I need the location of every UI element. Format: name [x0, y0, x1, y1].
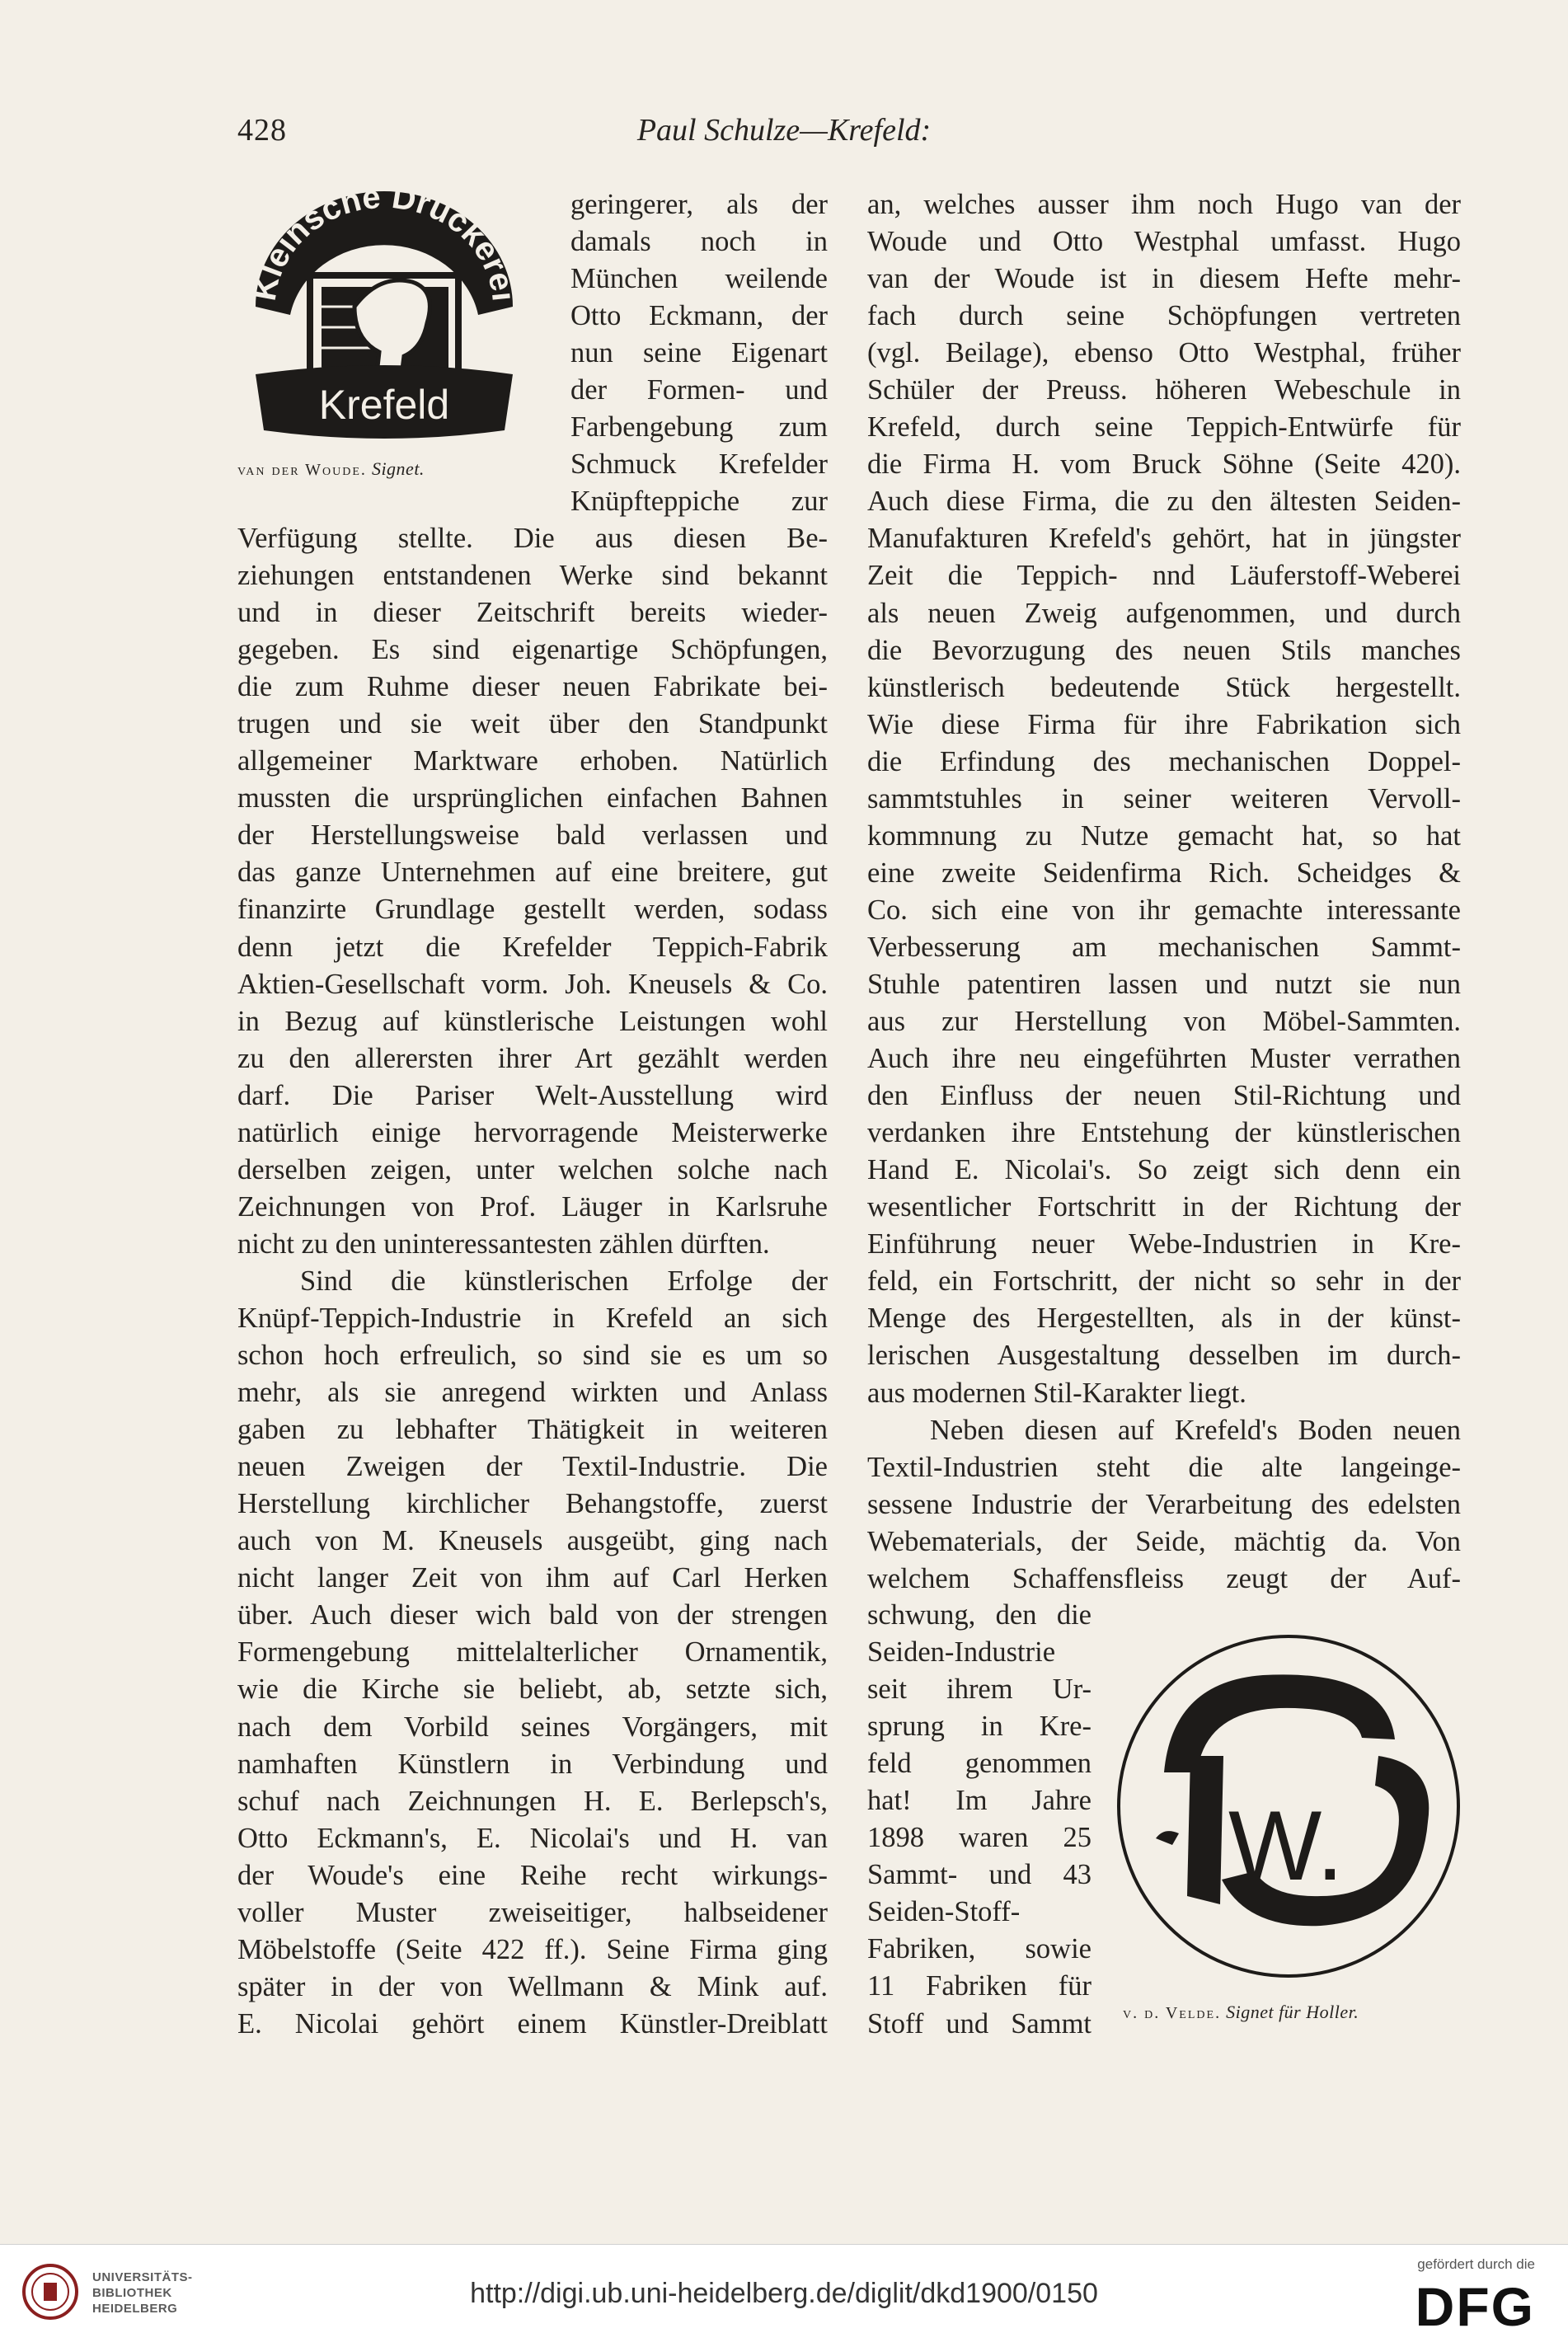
text-line: Seiden-Industrie	[867, 1636, 1056, 1669]
text-line: Stuhle patentiren lassen und nutzt sie nun	[867, 968, 1461, 1000]
text-line: nicht zu den uninteressantesten zählen dürften.	[237, 1227, 770, 1260]
text-line: als neuen Zweig aufgenommen, und durch	[867, 597, 1461, 629]
text-line: das ganze Unternehmen auf eine breitere, gut	[237, 857, 828, 889]
text-line: nach dem Vorbild seines Vorgängers, mit	[237, 1711, 828, 1743]
text-line: schuf nach Zeichnungen H. E. Berlepsch's,	[237, 1785, 828, 1817]
text-line: Manufakturen Krefeld's gehört, hat in jüngster	[867, 523, 1461, 555]
text-line: Wie diese Firma für ihre Fabrikation sich	[867, 708, 1461, 740]
page-number: 428	[237, 113, 287, 148]
text-line: Aktien-Gesellschaft vorm. Joh. Kneusels & Co.	[237, 968, 828, 1000]
text-line: Zeichnungen von Prof. Läuger in Karlsruhe	[237, 1190, 828, 1223]
text-line: namhaften Künstlern in Verbindung und	[237, 1748, 828, 1780]
text-line: Hand E. Nicolai's. So zeigt sich denn ein	[867, 1154, 1461, 1186]
text-line: die zum Ruhme dieser neuen Fabrikate bei-	[237, 671, 828, 703]
text-line: Fabriken, sowie	[867, 1933, 1091, 1965]
source-url-link[interactable]: http://digi.ub.uni-heidelberg.de/diglit/dkd1900/0150	[470, 2278, 1098, 2309]
text-line: Verfügung stellte. Die aus diesen Be-	[237, 523, 828, 554]
text-line: Schüler der Preuss. höheren Webeschule in	[867, 374, 1461, 406]
text-line: (vgl. Beilage), ebenso Otto Westphal, früher	[867, 337, 1461, 369]
text-line: Sind die künstlerischen Erfolge der	[300, 1265, 828, 1297]
institution-name: UNIVERSITÄTS- BIBLIOTHEK HEIDELBERG	[92, 2270, 193, 2316]
logo-band-text: Krefeld	[318, 382, 450, 428]
text-column-right	[867, 186, 1461, 1598]
text-line: Seiden-Stoff-	[867, 1896, 1021, 1928]
text-line: geringerer, als der	[570, 189, 828, 220]
text-line: der Herstellungsweise bald verlassen und	[237, 819, 828, 852]
kleinsche-druckerei-signet	[239, 183, 529, 455]
text-line: 11 Fabriken für	[867, 1970, 1091, 2002]
text-line: voller Muster zweiseitiger, halbseidener	[237, 1896, 828, 1928]
text-line: über. Auch dieser wich bald von der strengen	[237, 1599, 828, 1631]
text-line: fach durch seine Schöpfungen vertreten	[867, 300, 1461, 332]
caption-right-title: Signet für Holler.	[1226, 2002, 1359, 2022]
text-line: Krefeld, durch seine Teppich-Entwürfe für	[867, 411, 1461, 444]
text-line: neuen Zweigen der Textil-Industrie. Die	[237, 1451, 828, 1483]
text-line: nun seine Eigenart	[570, 337, 828, 369]
text-line: damals noch in	[570, 226, 828, 258]
text-line: sprung in Kre-	[867, 1711, 1091, 1743]
text-line: Knüpfteppiche zur	[570, 486, 828, 518]
text-line: allgemeiner Marktware erhoben. Natürlich	[237, 745, 828, 777]
text-line: derselben zeigen, unter welchen solche nach	[237, 1153, 828, 1185]
text-line: 1898 waren 25	[867, 1822, 1091, 1854]
text-line: später in der von Wellmann & Mink auf.	[237, 1970, 828, 2002]
text-line: darf. Die Pariser Welt-Ausstellung wird	[237, 1079, 828, 1111]
text-line: Woude und Otto Westphal umfasst. Hugo	[867, 226, 1461, 258]
text-line: die Bevorzugung des neuen Stils manches	[867, 634, 1461, 666]
text-line: schwung, den die	[867, 1599, 1091, 1631]
text-line: mussten die ursprünglichen einfachen Bahnen	[237, 782, 828, 814]
text-line: Herstellung kirchlicher Behangstoffe, zuerst	[237, 1488, 828, 1520]
text-line: Stoff und Sammt	[867, 2007, 1091, 2040]
text-line: Einführung neuer Webe-Industrien in Kre-	[867, 1228, 1461, 1260]
text-line: die Firma H. vom Bruck Söhne (Seite 420).	[867, 448, 1461, 481]
text-line: und in dieser Zeitschrift bereits wieder-	[237, 597, 828, 629]
text-line: sammtstuhles in seiner weiteren Vervoll-	[867, 782, 1461, 814]
running-head: Paul Schulze—Krefeld:	[636, 113, 932, 148]
text-line: Textil-Industrien steht die alte langeinge-	[867, 1451, 1461, 1483]
text-line: sessene Industrie der Verarbeitung des edelsten	[867, 1488, 1461, 1520]
text-line: den Einfluss der neuen Stil-Richtung und	[867, 1080, 1461, 1112]
logo-top-text: Kleinsche Druckerei	[246, 183, 522, 303]
text-line: feld, ein Fortschritt, der nicht so sehr in der	[867, 1265, 1461, 1298]
text-line: Auch diese Firma, die zu den ältesten Seiden-	[867, 486, 1461, 518]
text-line: Otto Eckmann, der	[570, 300, 828, 332]
text-column-left-narrow	[570, 186, 828, 520]
text-line: nicht langer Zeit von ihm auf Carl Herken	[237, 1562, 828, 1594]
text-line: ziehungen entstandenen Werke sind bekannt	[237, 560, 828, 592]
figure-caption-right	[1123, 2002, 1359, 2023]
text-line: wesentlicher Fortschritt in der Richtung der	[867, 1191, 1461, 1223]
text-column-left	[237, 520, 828, 2043]
text-line: künstlerisch bedeutende Stück hergestellt.	[867, 671, 1461, 703]
text-line: in Bezug auf künstlerische Leistungen wohl	[237, 1005, 828, 1037]
text-line: schon hoch erfreulich, so sind sie es um so	[237, 1340, 828, 1372]
text-line: E. Nicolai gehört einem Künstler-Dreiblatt	[237, 2007, 828, 2040]
figure-caption-left	[237, 458, 425, 480]
text-line: kommnung zu Nutze gemacht hat, so hat	[867, 819, 1461, 852]
text-line: aus modernen Stil-Karakter liegt.	[867, 1377, 1246, 1409]
caption-left-author: van der Woude.	[237, 461, 367, 479]
text-line: verdanken ihre Entstehung der künstlerischen	[867, 1117, 1461, 1149]
text-line: auch von M. Kneusels ausgeübt, ging nach	[237, 1525, 828, 1557]
text-line: feld genommen	[867, 1748, 1091, 1780]
text-line: trugen und sie weit über den Standpunkt	[237, 708, 828, 740]
text-line: Möbelstoffe (Seite 422 ff.). Seine Firma ging	[237, 1933, 828, 1965]
text-line: Menge des Hergestellten, als in der künst-	[867, 1303, 1461, 1335]
text-line: Sammt- und 43	[867, 1859, 1091, 1891]
text-line: die Erfindung des mechanischen Doppel-	[867, 745, 1461, 777]
text-line: van der Woude ist in diesem Hefte mehr-	[867, 263, 1461, 295]
text-line: gaben zu lebhafter Thätigkeit in weiteren	[237, 1414, 828, 1446]
text-line: zu den allerersten ihrer Art gezählt werden	[237, 1042, 828, 1074]
logo-monogram: W.	[1228, 1791, 1344, 1901]
text-line: an, welches ausser ihm noch Hugo van der	[867, 189, 1461, 220]
text-line: wie die Kirche sie beliebt, ab, setzte sich,	[237, 1673, 828, 1706]
text-column-right-narrow	[867, 1597, 1091, 2043]
text-line: finanzirte Grundlage gestellt werden, sodass	[237, 894, 828, 926]
text-line: Formengebung mittelalterlicher Ornamentik,	[237, 1636, 828, 1669]
funding-label: gefördert durch die	[1417, 2256, 1535, 2272]
text-line: aus zur Herstellung von Möbel-Sammten.	[867, 1006, 1461, 1038]
text-line: Farbengebung zum	[570, 411, 828, 444]
text-line: der Formen- und	[570, 374, 828, 406]
text-line: lerischen Ausgestaltung desselben im durch-	[867, 1340, 1461, 1372]
text-line: Schmuck Krefelder	[570, 448, 828, 481]
text-line: hat! Im Jahre	[867, 1785, 1091, 1817]
text-line: München weilende	[570, 263, 828, 295]
text-line: welchem Schaffensfleiss zeugt der Auf-	[867, 1562, 1461, 1594]
text-line: gegeben. Es sind eigenartige Schöpfungen,	[237, 634, 828, 666]
text-line: Auch ihre neu eingeführten Muster verrathen	[867, 1043, 1461, 1075]
text-line: denn jetzt die Krefelder Teppich-Fabrik	[237, 931, 828, 963]
text-line: eine zweite Seidenfirma Rich. Scheidges &	[867, 857, 1461, 889]
text-line: Neben diesen auf Krefeld's Boden neuen	[930, 1414, 1461, 1446]
text-line: Webematerials, der Seide, mächtig da. Von	[867, 1525, 1461, 1557]
text-line: Knüpf-Teppich-Industrie in Krefeld an sich	[237, 1302, 828, 1334]
caption-left-title: Signet.	[371, 458, 425, 479]
velde-signet-holler	[1115, 1632, 1462, 1980]
text-line: mehr, als sie anregend wirkten und Anlass	[237, 1377, 828, 1409]
text-line: Verbesserung am mechanischen Sammt-	[867, 931, 1461, 963]
text-line: der Woude's eine Reihe recht wirkungs-	[237, 1859, 828, 1891]
text-line: Zeit die Teppich- nnd Läuferstoff-Weberei	[867, 560, 1461, 592]
dfg-logo: DFG	[1415, 2276, 1535, 2337]
text-line: natürlich einige hervorragende Meisterwerke	[237, 1116, 828, 1148]
library-footer	[0, 2244, 1568, 2347]
text-line: Co. sich eine von ihr gemachte interessante	[867, 894, 1461, 926]
caption-right-author: v. d. Velde.	[1123, 2004, 1222, 2022]
text-line: seit ihrem Ur-	[867, 1673, 1091, 1706]
text-line: Otto Eckmann's, E. Nicolai's und H. van	[237, 1822, 828, 1854]
